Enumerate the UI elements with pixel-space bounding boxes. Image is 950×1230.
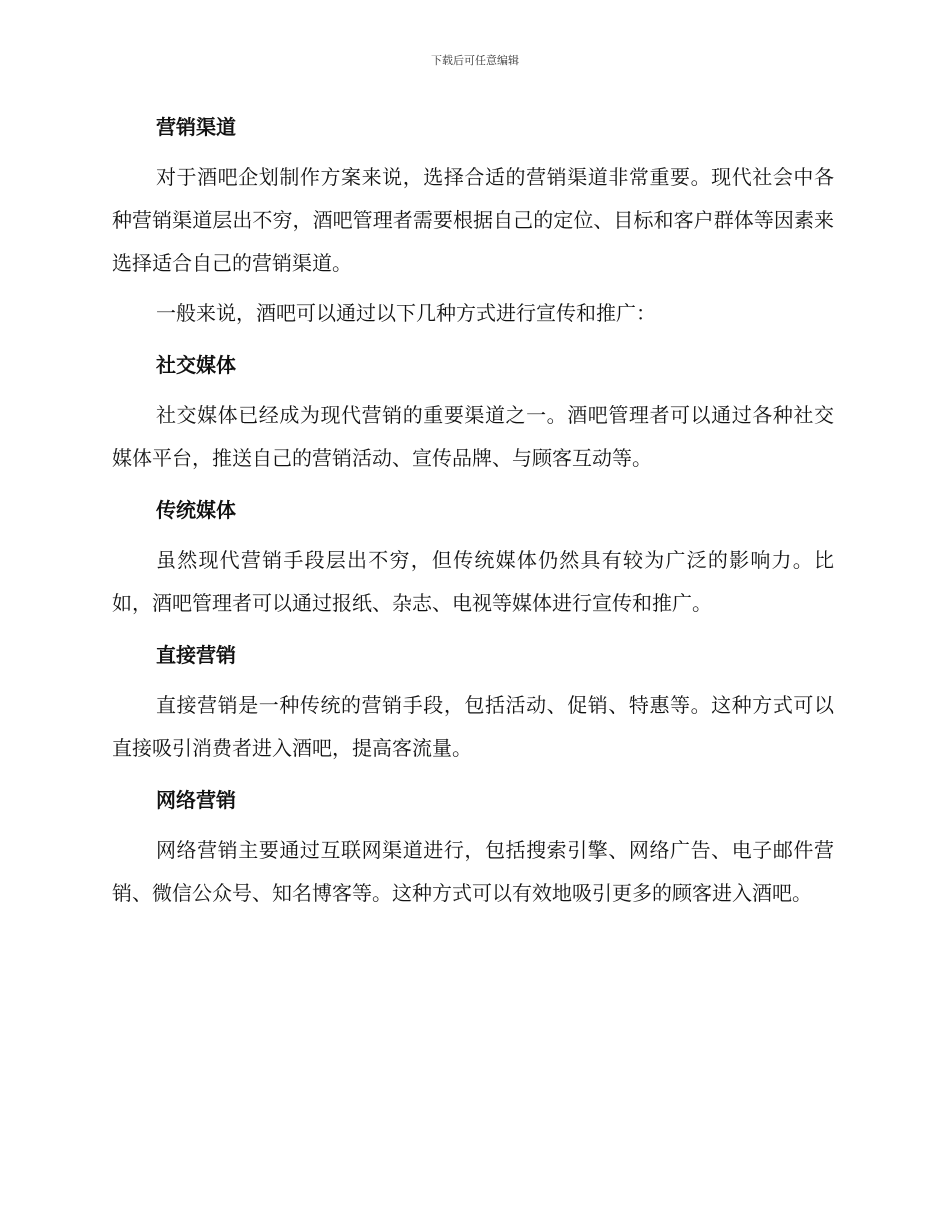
paragraph-methods-intro: 一般来说，酒吧可以通过以下几种方式进行宣传和推广： [156,301,656,325]
section-heading-direct-marketing: 直接营销 [156,643,236,667]
paragraph-social-media: 社交媒体已经成为现代营销的重要渠道之一。酒吧管理者可以通过各种社交媒体平台，推送自己的营销活动、宣传品牌、与顾客互动等。 [112,403,834,470]
paragraph-channel-intro: 对于酒吧企划制作方案来说，选择合适的营销渠道非常重要。现代社会中各种营销渠道层出不穷，酒吧管理者需要根据自己的定位、目标和客户群体等因素来选择适合自己的营销渠道。 [112,165,834,275]
section-heading-online-marketing: 网络营销 [156,788,236,812]
paragraph-online-marketing: 网络营销主要通过互联网渠道进行，包括搜索引擎、网络广告、电子邮件营销、微信公众号、知名博客等。这种方式可以有效地吸引更多的顾客进入酒吧。 [112,838,834,905]
paragraph-direct-marketing: 直接营销是一种传统的营销手段，包括活动、促销、特惠等。这种方式可以直接吸引消费者进入酒吧，提高客流量。 [112,693,834,760]
section-heading-social-media: 社交媒体 [156,353,236,377]
document-body [112,109,834,915]
section-heading-marketing-channels: 营销渠道 [156,115,236,139]
section-heading-traditional-media: 传统媒体 [156,498,236,522]
paragraph-traditional-media: 虽然现代营销手段层出不穷，但传统媒体仍然具有较为广泛的影响力。比如，酒吧管理者可以通过报纸、杂志、电视等媒体进行宣传和推广。 [112,548,834,615]
page-header: 下载后可任意编辑 [431,54,519,67]
